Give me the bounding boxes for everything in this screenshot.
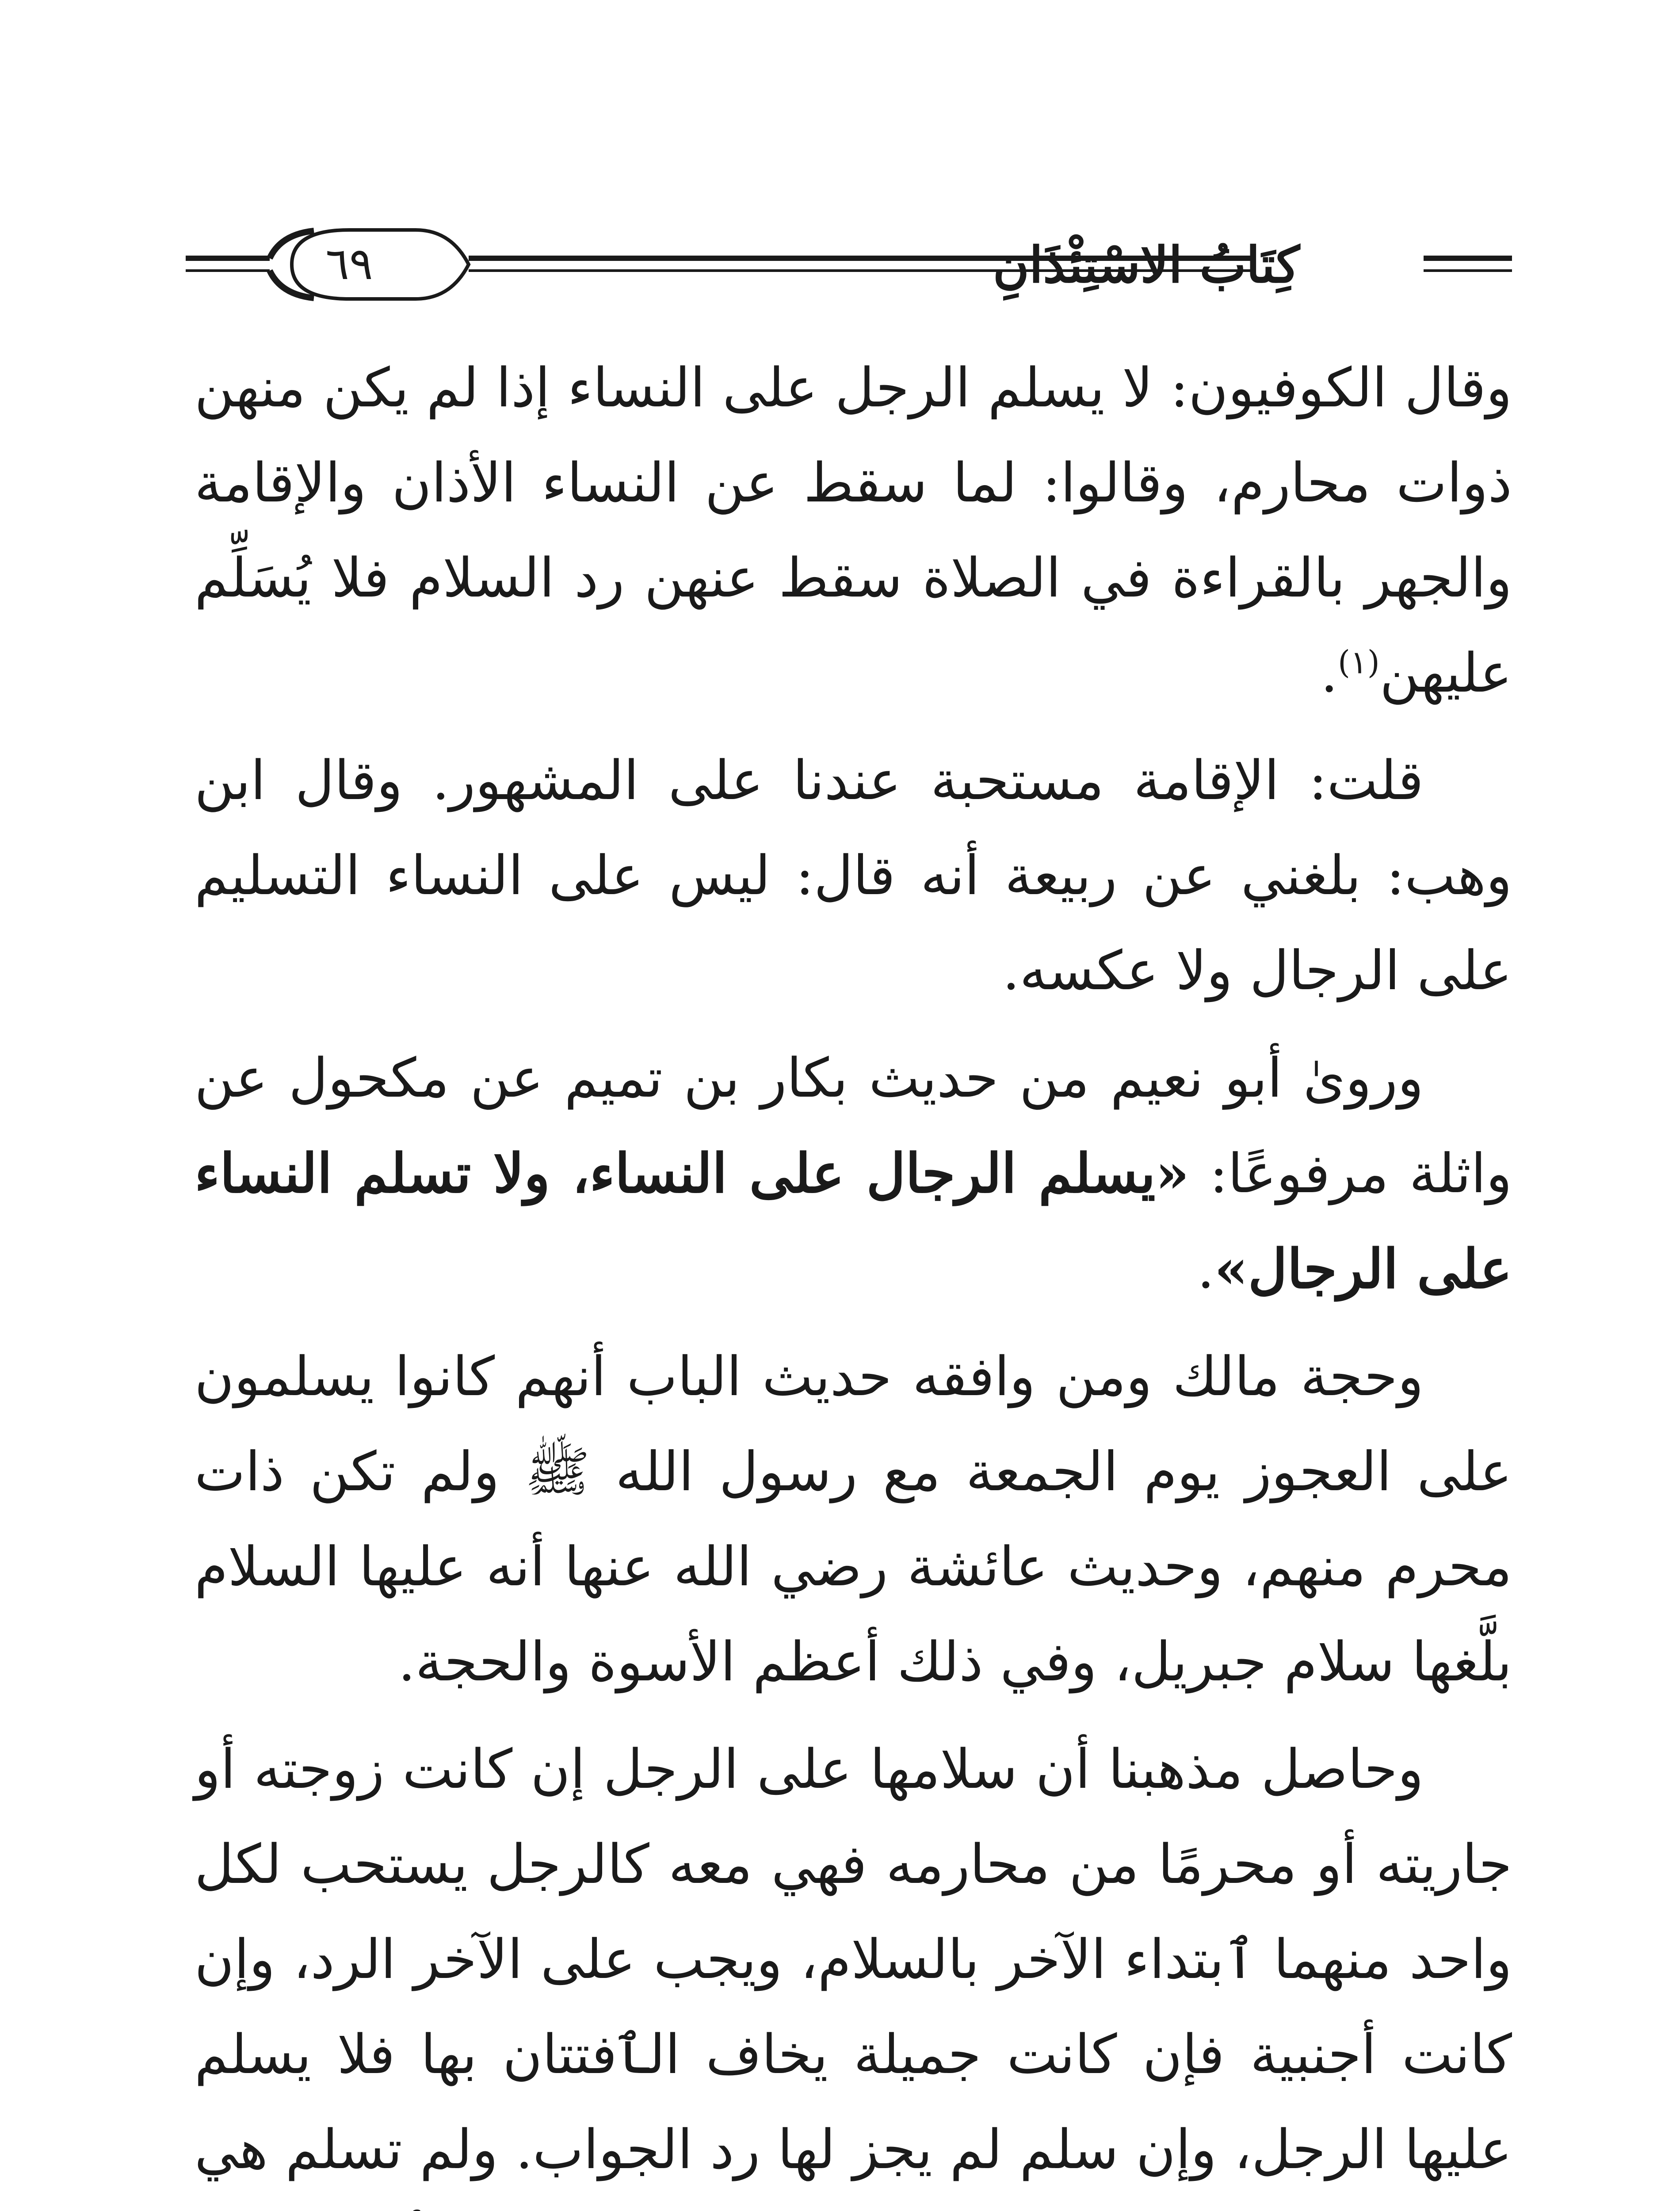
paragraph: قلت: الإقامة مستحبة عندنا على المشهور. وقال ابن وهب: بلغني عن ربيعة أنه قال: ليس على النساء التسليم على الرجال ولا عكسه. <box>195 749 1512 1002</box>
footnote-reference[interactable]: (١) <box>1338 643 1380 681</box>
paragraph <box>195 340 1512 721</box>
paragraph-text: . <box>1321 642 1338 704</box>
body-text <box>195 340 1512 2211</box>
paragraph: وحاصل مذهبنا أن سلامها على الرجل إن كانت زوجته أو جاريته أو محرمًا من محارمه فهي معه كالرجل يستحب لكل واحد منهما ٱبتداء الآخر بالسلام، ويجب على الآخر الرد، وإن كانت أجنبية فإن كانت جميلة يخاف الٱفتتان بها فلا يسلم عليها الرجل، وإن سلم لم يجز لها رد الجواب. ولم تسلم هي <box>195 1738 1512 2181</box>
running-header <box>186 212 1512 318</box>
paragraph-text: وقال الكوفيون: لا يسلم الرجل على النساء إذا لم يكن منهن ذوات محارم، وقالوا: لما سقط عن النساء الأذان والإقامة والجهر بالقراءة في الصلاة سقط عنهن رد السلام فلا يُسَلِّم عليهن <box>195 356 1512 704</box>
paragraph-text: . <box>1197 1238 1214 1301</box>
hadith-quote: «يسلم الرجال على النساء، ولا تسلم النساء على الرجال» <box>195 1141 1512 1301</box>
page-number: ٦٩ <box>325 238 373 290</box>
paragraph <box>195 1031 1512 1317</box>
paragraph: وحجة مالك ومن وافقه حديث الباب أنهم كانوا يسلمون على العجوز يوم الجمعة مع رسول الله ﷺ ولم تكن ذات محرم منهم، وحديث عائشة رضي الله عنها أنه عليها السلام بلَّغها سلام جبريل، وفي ذلك أعظم الأسوة والحجة. <box>195 1345 1512 1693</box>
paragraph-text: وروىٰ أبو نعيم من حديث بكار بن تميم عن مكحول عن واثلة مرفوعًا: <box>195 1047 1512 1205</box>
book-title: كِتَابُ الاسْتِئْذَانِ <box>993 236 1300 294</box>
